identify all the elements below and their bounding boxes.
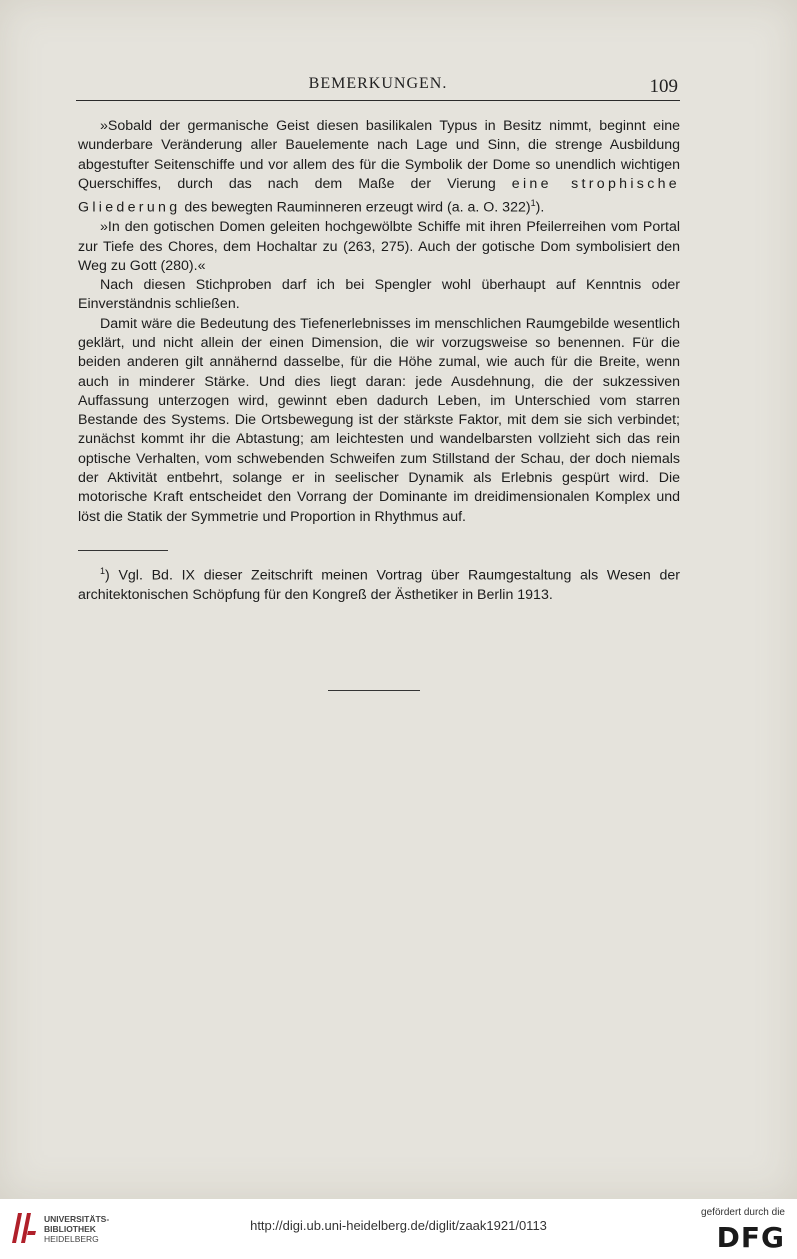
footnote-separator — [78, 550, 168, 551]
permalink-url[interactable]: http://digi.ub.uni-heidelberg.de/diglit/zaak1921/0113 — [250, 1218, 547, 1233]
footnote-text: ) Vgl. Bd. IX dieser Zeitschrift meinen Vortrag über Raumgestaltung als Wesen der architektonischen Schöpfung für den Kongreß der Ästhetiker in Berlin 1913. — [78, 567, 680, 604]
dfg-logo: DFG — [716, 1221, 785, 1254]
paragraph-4: Damit wäre die Bedeutung des Tiefenerlebnisses im menschlichen Raumgebilde wesentlich geklärt, und nicht allein der einen Dimension, die wir vorzugsweise so benennen. Für die beiden anderen gilt annähernd dasselbe, für die Höhe zumal, wie auch für die Breite, wenn auch in minderer Stärke. Und dies liegt daran: jede Ausdehnung, die der sukzessiven Auffassung unterzogen wird, gewinnt eben dadurch Leben, im Unterschied vom starren Bestande des Systems. Die Ortsbewegung ist der stärkste Faktor, mit dem sie sich verbindet; zunächst kommt ihr die Abtastung; am leichtesten und wandelbarsten vollzieht sich das rein optische Verhalten, vom schwebenden Schweifen zum Stillstand der Schau, der doch niemals der Aktivität entbehrt, solange er in seelischer Dynamik als Erlebnis gespürt wird. Die motorische Kraft entscheidet den Vorrang der Dominante im dreidimensionalen Komplex und löst die Statik der Symmetrie und Proportion in Rhythmus auf. — [78, 315, 680, 525]
library-name: UNIVERSITÄTS- BIBLIOTHEK HEIDELBERG — [44, 1214, 110, 1244]
paragraph-3: Nach diesen Stichproben darf ich bei Spengler wohl überhaupt auf Kenntnis oder Einverständnis schließen. — [78, 277, 680, 313]
digitization-footer — [0, 1199, 797, 1259]
paragraph-2: »In den gotischen Domen geleiten hochgewölbte Schiffe mit ihren Pfeilerreihen vom Portal zur Tiefe des Chores, dem Hochaltar zu (263, 275). Auch der gotische Dom symbolisiert den Weg zu Gott (280).« — [78, 219, 680, 274]
header-title: BEMERKUNGEN. — [308, 75, 448, 92]
paragraph-1: »Sobald der germanische Geist diesen basilikalen Typus in Besitz nimmt, beginnt eine wunderbare Veränderung aller Bauelemente nach Lage und Sinn, die strenge Ausbildung abgestufter Seitenschiffe und vor allem des für die Symbolik der Dome so unendlich wichtigen Querschiffes, durch das nach dem Maße der Vierung eine strophische Gliederung des bewegten Rauminneren erzeugt wird (a. a. O. 322)$^1$). — [78, 118, 680, 216]
main-text — [78, 117, 680, 527]
footnote-marker: 1 — [100, 566, 106, 576]
end-rule — [328, 690, 420, 691]
footnote-ref: 1 — [530, 198, 536, 209]
running-header — [76, 70, 680, 101]
footnote — [78, 562, 680, 605]
funding-caption: gefördert durch die — [701, 1207, 785, 1218]
page-number: 109 — [649, 76, 678, 97]
spaced-emphasis: eine strophische Gliederung — [78, 175, 680, 216]
